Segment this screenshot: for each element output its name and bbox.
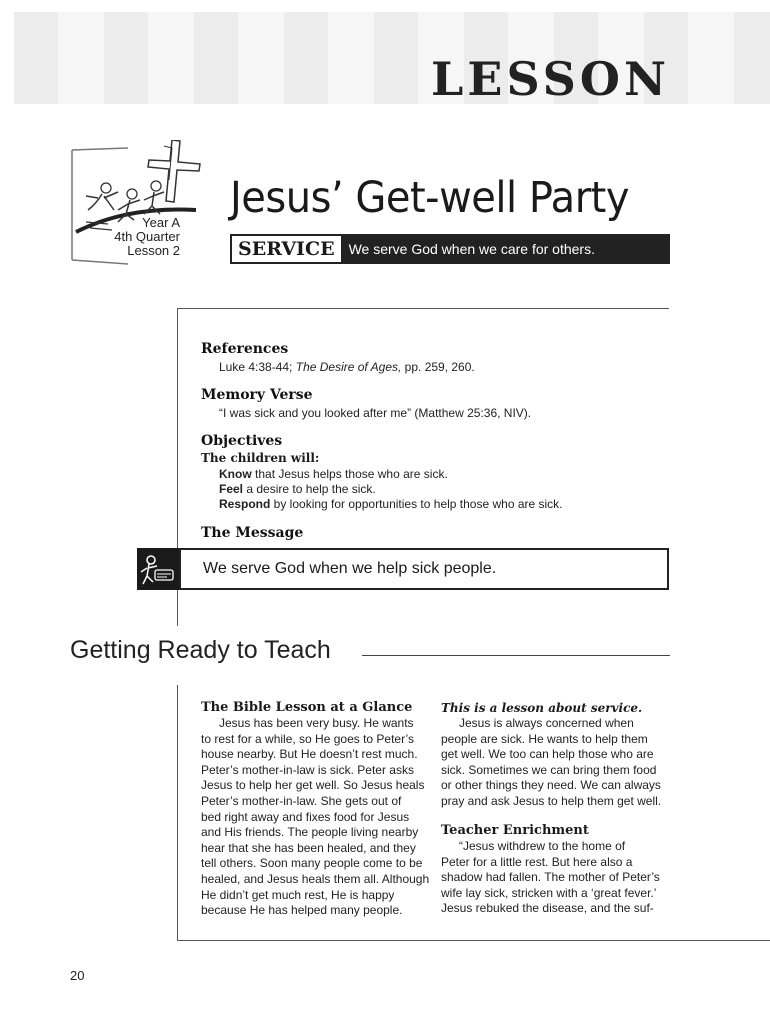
service-bar xyxy=(230,234,670,264)
memory-verse-heading: Memory Verse xyxy=(201,387,313,403)
text-line: Jesus to help her get well. So Jesus heals xyxy=(201,778,425,793)
teacher-enrichment-heading: Teacher Enrichment xyxy=(441,823,589,838)
objectives-intro: The children will: xyxy=(201,451,320,465)
text-line: because He has helped many people. xyxy=(201,903,403,918)
text-line: get well. We too can help those who are xyxy=(441,747,654,762)
text-line: house nearby. But He doesn’t rest much. xyxy=(201,747,418,762)
message-heading: The Message xyxy=(201,525,304,541)
text-line: Jesus is always concerned when xyxy=(459,716,634,730)
year-label: Year A xyxy=(142,215,180,230)
about-service-heading: This is a lesson about service. xyxy=(441,701,643,715)
references-text: Luke 4:38-44; The Desire of Ages, pp. 259, 260. xyxy=(219,360,475,374)
text-line: tell others. Soon many people come to be xyxy=(201,856,423,871)
text-line: Peter for a little rest. But here also a xyxy=(441,854,633,869)
text-line: sick. Sometimes we can bring them food xyxy=(441,762,657,777)
text-line: shadow had fallen. The mother of Peter’s xyxy=(441,870,660,885)
text-line: or other things they need. We can always xyxy=(441,778,661,793)
memory-verse-text: “I was sick and you looked after me” (Matthew 25:36, NIV). xyxy=(219,406,532,420)
objective-feel: Feel a desire to help the sick. xyxy=(219,482,376,496)
bible-lesson-heading: The Bible Lesson at a Glance xyxy=(201,700,413,715)
lesson-heading: LESSON xyxy=(431,52,670,106)
objective-know: Know that Jesus helps those who are sick. xyxy=(219,467,448,481)
message-box: We serve God when we help sick people. xyxy=(179,548,669,590)
service-text: We serve God when we care for others. xyxy=(343,236,668,262)
objective-respond: Respond by looking for opportunities to help those who are sick. xyxy=(219,497,563,511)
lesson-number-label: Lesson 2 xyxy=(127,243,180,258)
text-line: Jesus rebuked the disease, and the suf- xyxy=(441,901,654,916)
heading-rule xyxy=(362,655,670,656)
text-line: to rest for a while, so He goes to Peter’s xyxy=(201,731,414,746)
text-line: He didn’t get much rest, He is happy xyxy=(201,887,395,902)
text-line: hear that she has been healed, and they xyxy=(201,840,416,855)
text-line: and His friends. The people living nearby xyxy=(201,825,419,840)
text-line: Peter’s mother-in-law. She gets out of xyxy=(201,794,402,808)
lesson-title: Jesus’ Get-well Party xyxy=(230,174,629,223)
text-line: healed, and Jesus heals them all. Although xyxy=(201,872,430,886)
text-line: wife lay sick, stricken with a ‘great fever.’ xyxy=(441,885,657,900)
references-heading: References xyxy=(201,341,289,357)
getting-ready-heading: Getting Ready to Teach xyxy=(70,636,331,664)
text-line: people are sick. He wants to help them xyxy=(441,731,648,746)
page-number: 20 xyxy=(70,968,85,983)
text-line: Peter’s mother-in-law is sick. Peter asks xyxy=(201,762,414,777)
message-icon xyxy=(137,548,179,590)
text-line: Jesus has been very busy. He wants xyxy=(219,716,414,730)
text-line: pray and ask Jesus to help them get well. xyxy=(441,794,662,808)
quarter-label: 4th Quarter xyxy=(114,229,180,244)
objectives-heading: Objectives xyxy=(201,433,283,449)
year-quarter-lesson xyxy=(82,216,180,258)
service-label: SERVICE xyxy=(232,236,343,262)
text-line: bed right away and fixes food for Jesus xyxy=(201,809,410,824)
text-line: “Jesus withdrew to the home of xyxy=(459,839,626,853)
